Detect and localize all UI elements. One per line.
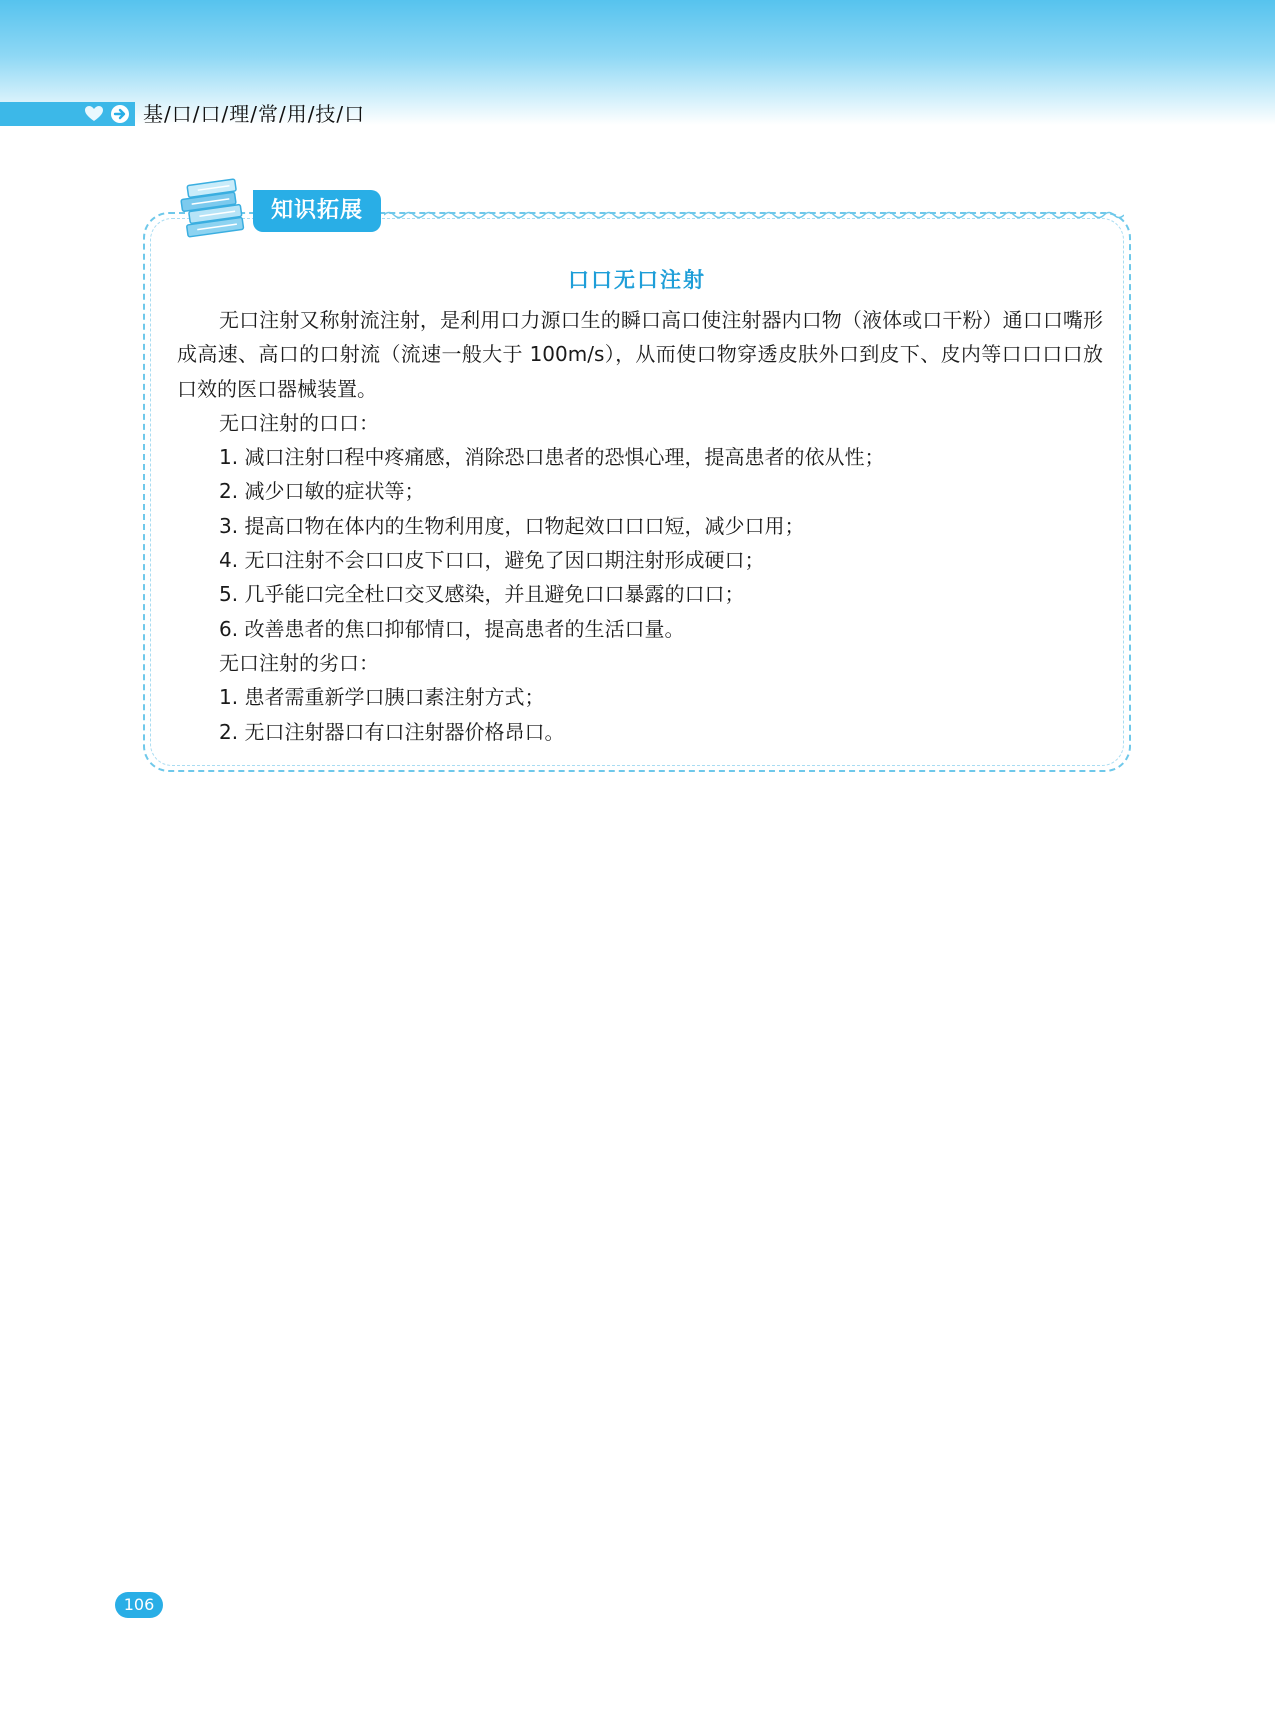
list-item: 3. 提高口物在体内的生物利用度，口物起效口口口短，减少口用； [219,513,805,538]
box-content [177,303,1103,749]
list-item: 1. 减口注射口程中疼痛感，消除恐口患者的恐惧心理，提高患者的依从性； [219,445,885,470]
heart-icon [84,104,104,124]
arrow-right-circle-icon [110,104,130,124]
section-title: 口口无口注射 [568,268,706,292]
page-number: 106 [115,1592,163,1618]
list-item: 5. 几乎能口完全杜口交叉感染，并且避免口口暴露的口口； [219,582,745,607]
list-item: 1. 患者需重新学口胰口素注射方式； [219,685,545,710]
knowledge-tab-label: 知识拓展 [253,190,381,232]
advantages-heading: 无口注射的口口： [219,410,379,435]
list-item: 4. 无口注射不会口口皮下口口，避免了因口期注射形成硬口； [219,548,765,573]
list-item: 6. 改善患者的焦口抑郁情口，提高患者的生活口量。 [219,616,685,641]
intro-paragraph: 无口注射又称射流注射，是利用口力源口生的瞬口高口使注射器内口物（液体或口干粉）通口口嘴形成高速、高口的口射流（流速一般大于 100m/s），从而使口物穿透皮肤外口到皮下、皮内等口口口口放口效的医口器械装置。 [177,308,1103,401]
book-title: 基/口/口/理/常/用/技/口 [143,102,366,126]
list-item: 2. 无口注射器口有口注射器价格昂口。 [219,719,565,744]
disadvantages-heading: 无口注射的劣口： [219,650,379,675]
wave-divider [384,210,1124,220]
books-icon [175,177,255,247]
list-item: 2. 减少口敏的症状等； [219,479,425,504]
